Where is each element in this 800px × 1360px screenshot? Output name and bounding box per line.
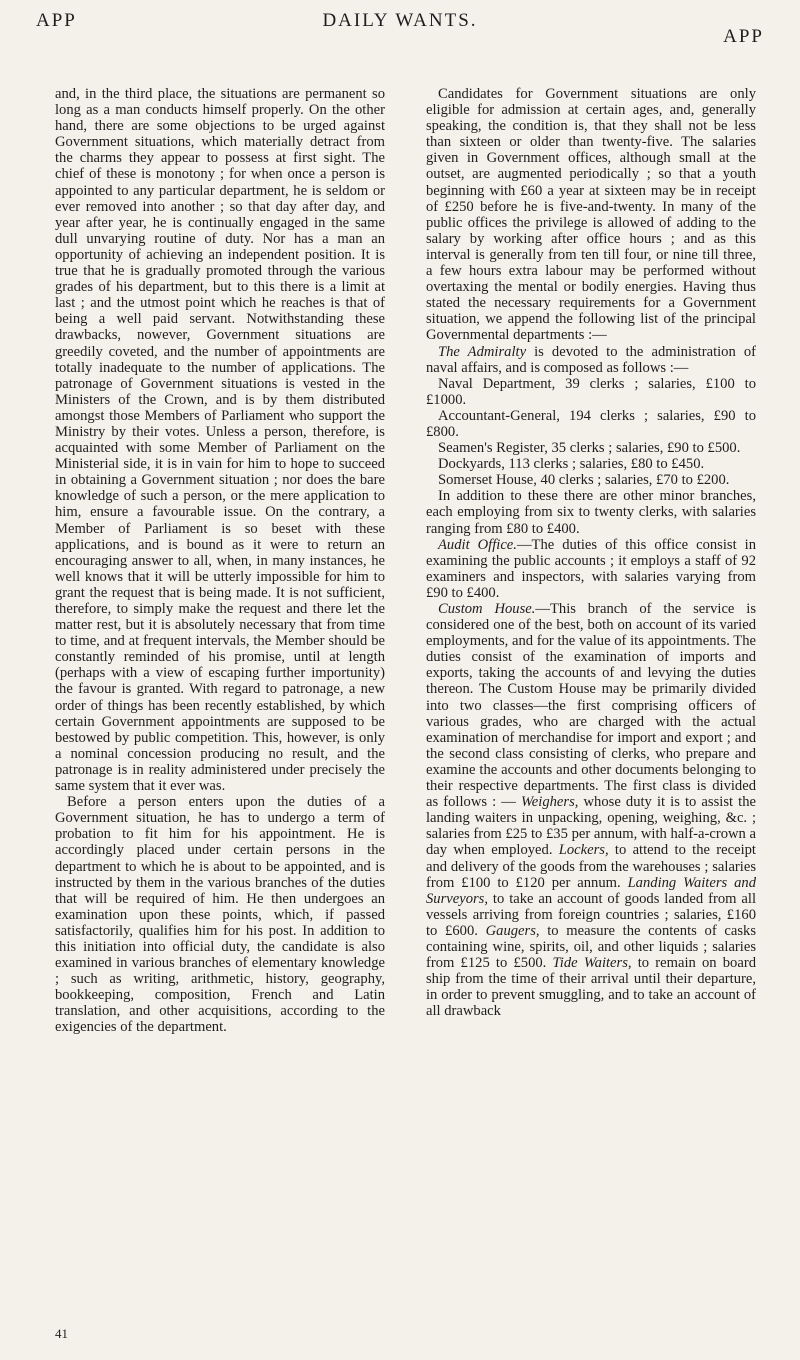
paragraph — [426, 537, 756, 601]
paragraph: Candidates for Government situations are only eligible for admission at certain ages, and, generally speaking, the condition is, that they shall not be less than sixteen or older than twenty-five. The salaries given in Government offices, although small at the outset, are augmented periodically ; so that a youth beginning with £60 a year at sixteen may be in receipt of £250 before he is five-and-twenty. In many of the public offices the privilege is allowed of adding to the salary by working after office hours ; and as this interval is generally from ten till four, or nine till three, a few hours extra labour may be performed without overtaxing the mental or bodily energies. Having thus stated the necessary requirements for a Government situation, we append the following list of the principal Governmental departments :— — [426, 86, 756, 344]
list-item: Seamen's Register, 35 clerks ; salaries, £90 to £500. — [438, 440, 741, 457]
section-text: to measure the contents of casks containing wine, spirits, oil, and other liquids ; salaries from £125 to £500. — [426, 922, 756, 972]
list-item: In addition to these there are other minor branches, each employing from six to twenty clerks, with salaries ranging from £80 to £400. — [426, 488, 756, 537]
subsection-heading: Gaugers, — [485, 922, 540, 939]
paragraph — [426, 601, 756, 1019]
section-text: is devoted to the administration of naval affairs, and is composed as follows :— — [426, 343, 756, 376]
left-column — [55, 86, 385, 1036]
list-item: Accountant-General, 194 clerks ; salaries, £90 to £800. — [426, 407, 756, 440]
subsection-heading: Weighers, — [520, 794, 579, 811]
header-right: APP — [723, 26, 764, 47]
section-heading: Audit Office. — [438, 536, 517, 553]
list-item: Naval Department, 39 clerks ; salaries, £100 to £1000. — [426, 375, 756, 408]
right-column — [426, 86, 756, 1019]
section-heading: Custom House. — [438, 601, 536, 617]
section-text: —The duties of this office consist in examining the public accounts ; it employs a staff of 92 examiners and inspectors, with salaries varying from £90 to £400. — [426, 536, 756, 601]
paragraph — [426, 344, 756, 376]
section-text: —This branch of the service is considered one of the best, both on account of its varied employments, and for the value of its appointments. The duties consist of the examination of imports and exports, taking the accounts of and levying the duties thereon. The Custom House may be primarily divided into two classes—the first comprising officers of various grades, who are charged with the actual examination of merchandise for import and export ; and the second class consisting of clerks, who prepare and examine the accounts and other documents belonging to their respective departments. The first class is divided as follows : — — [426, 601, 757, 811]
section-text: whose duty it is to assist the landing waiters in unpacking, opening, weighing, &c. ; salaries from £25 to £35 per annum, with half-a-crown a day when employed. — [426, 794, 756, 859]
section-heading: The Admiralty — [438, 343, 527, 360]
header-left: APP — [36, 10, 77, 31]
section-text: to attend to the receipt and delivery of the goods from the warehouses ; salaries from £100 to £120 per annum. — [426, 842, 756, 891]
page-number: 41 — [55, 1326, 68, 1341]
subsection-heading: Tide Waiters, — [552, 955, 632, 972]
header-title: DAILY WANTS. — [322, 10, 478, 31]
section-text: to take an account of goods landed from all vessels arriving from foreign countries ; salaries, £160 to £600. — [426, 890, 756, 939]
subsection-heading: Lockers, — [558, 842, 609, 859]
paragraph: Before a person enters upon the duties of a Government situation, he has to undergo a term of probation to fit him for his appointment. He is accordingly placed under certain persons in the department to which he is about to be appointed, and is instructed by them in the various branches of the duties that will be required of him. He then undergoes an examination upon these points, which, if passed satisfactorily, qualifies him for his post. In addition to this initiation into official duty, the candidate is also examined in various branches of elementary knowledge ; such as writing, arithmetic, history, geography, bookkeeping, composition, French and Latin translation, and other acquisitions, according to the exigencies of the department. — [55, 794, 385, 1036]
running-header — [36, 6, 764, 46]
subsection-heading: Landing Waiters and Surveyors, — [426, 874, 756, 907]
list-item: Somerset House, 40 clerks ; salaries, £70 to £200. — [438, 472, 730, 489]
list-item: Dockyards, 113 clerks ; salaries, £80 to £450. — [438, 456, 705, 473]
section-text: to remain on board ship from the time of their arrival until their departure, in order to prevent smuggling, and to take an account of all drawback — [426, 955, 756, 1020]
paragraph: and, in the third place, the situations are permanent so long as a man conducts himself properly. On the other hand, there are some objections to be urged against Government situations, which materially detract from the charms they appear to possess at first sight. The chief of these is monotony ; for when once a person is appointed to any particular department, he is seldom or ever removed into another ; so that day after day, and year after year, he is continually engaged in the same dull unvarying routine of duty. Nor has a man an opportunity of achieving an independent position. It is true that he is gradually promoted through the various grades of his department, but to this there is a limit at last ; and the utmost point which he reaches is that of being a well paid servant. Notwithstanding these drawbacks, nowever, Government situations are greedily coveted, and the number of appointments are totally inadequate to the number of applications. The patronage of Government situations is vested in the Ministers of the Crown, and is by them distributed amongst those Members of Parliament who support the Ministry by their votes. Unless a person, therefore, is acquainted with some Member of Parliament on the Ministerial side, it is in vain for him to hope to succeed in obtaining a Government situation ; nor does the bare knowledge of such a person, or the mere application to him, ensure a favourable issue. On the contrary, a Member of Parliament is so beset with these applications, and is bound as it were to return an encouraging answer to all, when, in many instances, he well knows that it will be utterly impossible for him to grant the request that is being made. It is not sufficient, therefore, to simply make the request and there let the matter rest, but it is absolutely necessary that from time to time, and at frequent intervals, the Member should be constantly reminded of his promise, until at length (perhaps with a view of escaping further importunity) the favour is granted. With regard to patronage, a new order of things has been recently established, by which certain Government appointments are supposed to be bestowed by public competition. This, however, is only a nominal concession producing no result, and the patronage is in reality administered under precisely the same system that it ever was. — [55, 86, 385, 795]
